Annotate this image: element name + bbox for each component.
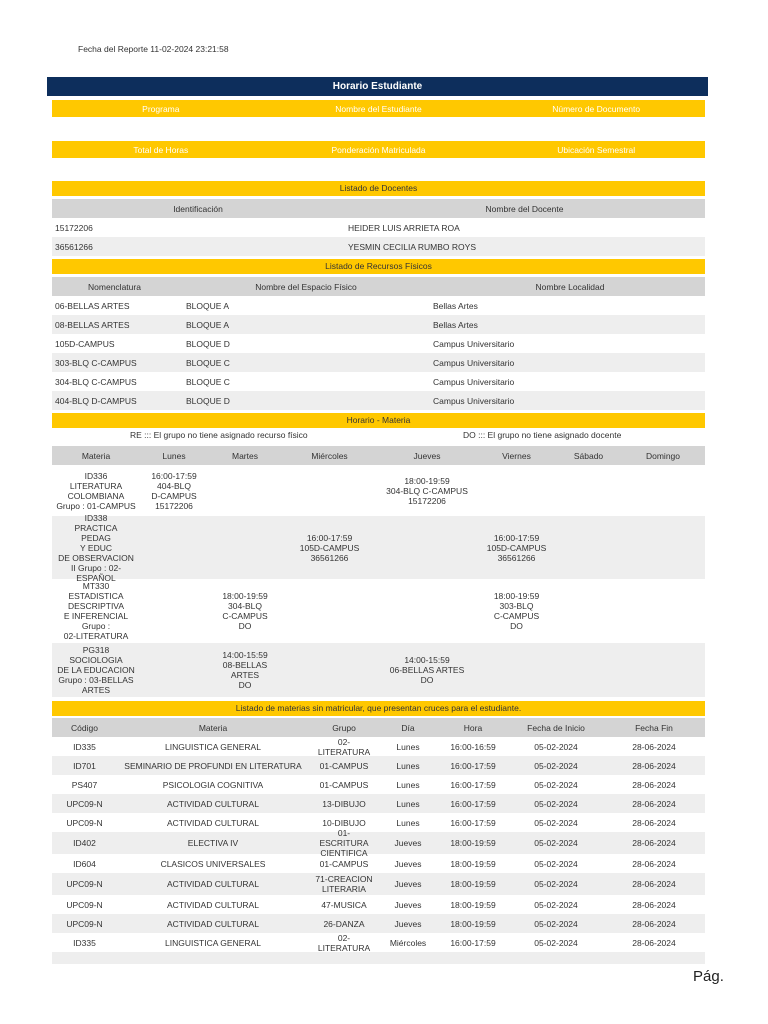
conflict-time: 16:00-17:59 [450,798,496,809]
conflict-end-date: 28-06-2024 [632,879,676,889]
conflict-end-date: 28-06-2024 [632,779,676,790]
schedule-cell-line: LITERATURA [69,480,123,491]
student-name-label: Nombre del Estudiante [335,103,422,114]
schedule-cell-materia [52,465,140,516]
conflict-time: 16:00-17:59 [450,937,496,948]
schedule-section-title: Horario - Materia [52,413,705,428]
resource-code: 105D-CAMPUS [55,338,115,349]
conflict-time: 16:00-17:59 [450,779,496,790]
schedule-cell-line: D-CAMPUS [151,490,197,501]
semester-location-label: Ubicación Semestral [557,144,636,155]
weighting-label: Ponderación Matriculada [331,144,426,155]
schedule-cell-line: 16:00-17:59 [151,470,197,481]
resource-code: 303-BLQ C-CAMPUS [55,357,137,368]
table-row [52,391,705,410]
conflict-start-date: 05-02-2024 [534,858,578,869]
table-row [52,372,705,391]
conflict-end-date: 28-06-2024 [632,918,676,929]
viernes-header: Viernes [502,450,531,461]
table-row [52,353,705,372]
conflict-code: UPC09-N [66,918,103,929]
schedule-cell-line: C-CAMPUS [222,611,268,621]
schedule-cell-line: 15172206 [408,495,446,506]
resource-space: BLOQUE A [186,300,229,311]
resources-header [52,277,705,296]
schedule-cell-miercoles [282,643,377,697]
schedule-cell-line: 08-BELLAS [222,660,268,670]
schedule-cell-jueves [377,579,477,643]
conflicts-section-title: Listado de materias sin matricular, que presentan cruces para el estudiante. [52,701,705,716]
teachers-section-title: Listado de Docentes [52,181,705,196]
conflict-group: 02-LITERATURA [317,932,371,953]
conflict-group: 71-CREACION LITERARIA [315,874,373,894]
schedule-cell-materia [52,579,140,643]
schedule-cell-lunes [140,516,208,579]
table-row [52,775,705,794]
conflict-code: UPC09-N [66,798,103,809]
schedule-cell-miercoles [282,579,377,643]
conflict-end-date: 28-06-2024 [632,858,676,869]
table-row [52,813,705,832]
total-hours-label: Total de Horas [133,144,189,155]
table-row [52,237,705,256]
schedule-cell-line: ID336 [84,470,108,481]
resource-space: BLOQUE C [186,376,230,387]
table-footer-band [52,952,705,964]
schedule-cell-line: ARTES [81,685,111,695]
schedule-cell-martes [208,465,282,516]
conflict-end-date: 28-06-2024 [632,760,676,771]
conflict-group: 01-CAMPUS [319,858,369,869]
conflict-day: Lunes [396,741,420,752]
resource-locality: Campus Universitario [433,395,515,406]
resource-locality: Bellas Artes [433,300,478,311]
schedule-cell-martes [208,643,282,697]
resource-space: BLOQUE D [186,338,230,349]
table-row [52,756,705,775]
locality-header: Nombre Localidad [535,281,605,292]
conflict-day: Jueves [394,918,422,929]
nomenclature-header: Nomenclatura [88,281,141,292]
conflict-start-date: 05-02-2024 [534,779,578,790]
schedule-cell-line: DO [510,621,523,631]
schedule-cell-miercoles [282,516,377,579]
schedule-cell-jueves [377,643,477,697]
conflict-subject: ELECTIVA IV [187,838,239,848]
conflict-group: 13-DIBUJO [322,798,366,809]
schedule-cell-line: DE LA EDUCACION [57,665,135,675]
conflict-subject: CLASICOS UNIVERSALES [160,858,266,869]
sabado-header: Sábado [573,450,604,461]
table-row [52,914,705,933]
teacher-id: 36561266 [55,241,93,252]
table-row [52,794,705,813]
schedule-cell-lunes [140,579,208,643]
conflict-time: 18:00-19:59 [450,918,496,929]
schedule-cell-line: Grupo : 01-CAMPUS [56,500,136,511]
conflict-group: 01-CAMPUS [319,760,369,771]
conflict-subject: ACTIVIDAD CULTURAL [167,879,259,889]
schedule-cell-materia [52,643,140,697]
conflict-start-date: 05-02-2024 [534,817,578,828]
conflict-time: 16:00-16:59 [450,741,496,752]
teacher-name: HEIDER LUIS ARRIETA ROA [348,222,460,233]
schedule-cell-line: E INFERENCIAL [63,611,129,621]
conflict-code: ID701 [73,760,96,771]
schedule-cell-line: 18:00-19:59 [404,475,450,486]
conflict-group: 01-CAMPUS [319,779,369,790]
schedule-header [52,446,705,465]
table-row [52,873,705,895]
conflict-day: Lunes [396,798,420,809]
schedule-cell-line: COLOMBIANA [67,490,125,501]
conflict-time: 18:00-19:59 [450,899,496,910]
resource-locality: Campus Universitario [433,338,515,349]
conflict-end-date: 28-06-2024 [632,838,676,848]
conflict-start-date: 05-02-2024 [534,937,578,948]
miercoles-header: Miércoles [311,450,348,461]
conflict-start-date: 05-02-2024 [534,899,578,910]
student-info-row [52,100,705,117]
teachers-header [52,199,705,218]
teacher-id: 15172206 [55,222,93,233]
schedule-cell-viernes [477,643,556,697]
table-row [52,854,705,873]
conflict-time: 18:00-19:59 [450,858,496,869]
conflict-start-date: 05-02-2024 [534,741,578,752]
lunes-header: Lunes [162,450,186,461]
conflict-group: 01-ESCRITURA CIENTIFICA [319,828,369,858]
day-header: Día [401,722,415,733]
schedule-cell-line: PG318 [82,645,110,655]
resource-space: BLOQUE D [186,395,230,406]
resource-code: 06-BELLAS ARTES [55,300,130,311]
resource-code: 404-BLQ D-CAMPUS [55,395,137,406]
schedule-row [52,579,705,643]
schedule-cell-line: 02-LITERATURA [63,631,129,641]
teacher-id-header: Identificación [173,203,223,214]
hours-info-row [52,141,705,158]
table-row [52,296,705,315]
conflict-code: ID335 [73,741,96,752]
schedule-cell-line: ID338 [84,512,108,523]
schedule-cell-line: ARTES [230,670,260,680]
schedule-cell-line: Y EDUC [80,542,112,553]
domingo-header: Domingo [645,450,681,461]
schedule-row [52,465,705,516]
conflict-subject: SEMINARIO DE PROFUNDI EN LITERATURA [124,760,302,771]
resource-locality: Bellas Artes [433,319,478,330]
table-row [52,933,705,952]
schedule-cell-line: SOCIOLOGIA [69,655,123,665]
conflict-day: Jueves [394,838,422,848]
conflict-subject: LINGUISTICA GENERAL [165,937,261,948]
schedule-cell-line: 14:00-15:59 [222,650,268,660]
schedule-cell-line: 18:00-19:59 [493,591,540,601]
conflict-day: Miércoles [389,937,427,948]
conflict-group: 26-DANZA [323,918,365,929]
table-row [52,334,705,353]
table-row [52,315,705,334]
schedule-cell-line: 15172206 [155,500,193,511]
conflict-day: Jueves [394,899,422,910]
schedule-cell-line: Grupo : [81,621,111,631]
conflict-subject: ACTIVIDAD CULTURAL [167,798,259,809]
schedule-cell-viernes [477,465,556,516]
schedule-cell-line: DO [238,680,252,690]
conflict-subject: ACTIVIDAD CULTURAL [167,817,259,828]
schedule-cell-jueves [377,516,477,579]
schedule-cell-viernes [477,579,556,643]
schedule-cell-line: DE OBSERVACION [58,552,134,563]
teacher-name: YESMIN CECILIA RUMBO ROYS [348,241,476,252]
table-row [52,828,705,858]
schedule-cell-line: DO [420,675,434,685]
teacher-name-header: Nombre del Docente [485,203,564,214]
page-title: Horario Estudiante [47,77,708,96]
space-name-header: Nombre del Espacio Físico [255,281,357,292]
conflict-time: 18:00-19:59 [450,879,496,889]
resource-locality: Campus Universitario [433,357,515,368]
conflict-day: Jueves [394,858,422,869]
conflict-subject: ACTIVIDAD CULTURAL [167,918,259,929]
schedule-row [52,512,705,583]
schedule-cell-line: 105D-CAMPUS [299,542,360,553]
schedule-cell-viernes [477,516,556,579]
materia-header: Materia [81,450,111,461]
martes-header: Martes [232,450,258,461]
resource-locality: Campus Universitario [433,376,515,387]
schedule-cell-line: 18:00-19:59 [222,591,268,601]
schedule-cell-line: DO [238,621,252,631]
schedule-cell-line: 404-BLQ [156,480,192,491]
note-no-resource: RE ::: El grupo no tiene asignado recurso físico [130,430,308,440]
schedule-cell-line: 303-BLQ [499,601,534,611]
conflict-code: UPC09-N [66,899,103,910]
schedule-cell-line: 36561266 [310,552,349,563]
schedule-cell-line: 06-BELLAS ARTES [389,665,465,675]
conflict-code: UPC09-N [66,817,103,828]
note-no-teacher: DO ::: El grupo no tiene asignado docente [463,430,622,440]
document-number-label: Número de Documento [552,103,641,114]
conflict-start-date: 05-02-2024 [534,918,578,929]
conflict-day: Jueves [394,879,422,889]
schedule-cell-line: 16:00-17:59 [306,532,353,543]
resource-space: BLOQUE C [186,357,230,368]
schedule-cell-line: ESTADISTICA [68,591,124,601]
conflict-code: ID335 [73,937,96,948]
conflict-day: Lunes [396,779,420,790]
schedule-cell-line: MT330 [82,581,110,591]
schedule-cell-martes [208,579,282,643]
schedule-cell-line: C-CAMPUS [493,611,540,621]
conflict-group: 02-LITERATURA [317,736,371,757]
schedule-cell-materia [52,512,140,583]
schedule-cell-line: PEDAG [81,532,111,543]
conflict-code: ID604 [73,858,96,869]
conflict-end-date: 28-06-2024 [632,899,676,910]
code-header: Código [71,722,98,733]
schedule-cell-line: 304-BLQ C-CAMPUS [386,485,468,496]
schedule-cell-line: DESCRIPTIVA [67,601,125,611]
jueves-header: Jueves [413,450,441,461]
report-date: Fecha del Reporte 11-02-2024 23:21:58 [78,44,229,54]
schedule-cell-line: II Grupo : 02-ESPAÑOL [70,562,122,583]
schedule-cell-line: 14:00-15:59 [404,655,450,665]
resource-code: 08-BELLAS ARTES [55,319,130,330]
conflict-start-date: 05-02-2024 [534,798,578,809]
schedule-cell-line: 16:00-17:59 [493,532,540,543]
schedule-cell-lunes [140,465,208,516]
schedule-cell-martes [208,516,282,579]
conflict-end-date: 28-06-2024 [632,937,676,948]
schedule-cell-miercoles [282,465,377,516]
conflict-code: ID402 [73,838,96,848]
group-header: Grupo [332,722,356,733]
conflict-end-date: 28-06-2024 [632,741,676,752]
conflict-time: 16:00-17:59 [450,817,496,828]
end-date-header: Fecha Fin [635,722,673,733]
conflict-subject: PSICOLOGIA COGNITIVA [162,779,264,790]
start-date-header: Fecha de Inicio [527,722,585,733]
conflict-day: Lunes [396,760,420,771]
conflict-day: Lunes [396,817,420,828]
conflict-end-date: 28-06-2024 [632,817,676,828]
resources-section-title: Listado de Recursos Físicos [52,259,705,274]
table-row [52,218,705,237]
conflict-time: 18:00-19:59 [450,838,496,848]
schedule-cell-line: PRACTICA [74,522,118,533]
conflict-subject: LINGUISTICA GENERAL [165,741,261,752]
conflicts-header [52,718,705,737]
schedule-cell-line: 36561266 [497,552,536,563]
time-header: Hora [463,722,483,733]
table-row [52,895,705,914]
conflict-code: UPC09-N [66,879,103,889]
resource-code: 304-BLQ C-CAMPUS [55,376,137,387]
schedule-cell-line: 304-BLQ [227,601,263,611]
conflict-code: PS407 [71,779,98,790]
conflict-end-date: 28-06-2024 [632,798,676,809]
schedule-row [52,643,705,697]
page-label: Pág. [693,968,724,985]
table-row [52,737,705,756]
schedule-cell-jueves [377,465,477,516]
conflict-start-date: 05-02-2024 [534,760,578,771]
resource-space: BLOQUE A [186,319,229,330]
conflict-subject: ACTIVIDAD CULTURAL [167,899,259,910]
conflict-time: 16:00-17:59 [450,760,496,771]
subject-header: Materia [198,722,228,733]
programa-label: Programa [142,103,180,114]
conflict-group: 10-DIBUJO [322,817,366,828]
conflict-start-date: 05-02-2024 [534,879,578,889]
schedule-cell-lunes [140,643,208,697]
conflict-group: 47-MUSICA [321,899,367,910]
schedule-cell-line: 105D-CAMPUS [486,542,547,553]
schedule-cell-line: Grupo : 03-BELLAS [58,675,134,685]
conflict-start-date: 05-02-2024 [534,838,578,848]
